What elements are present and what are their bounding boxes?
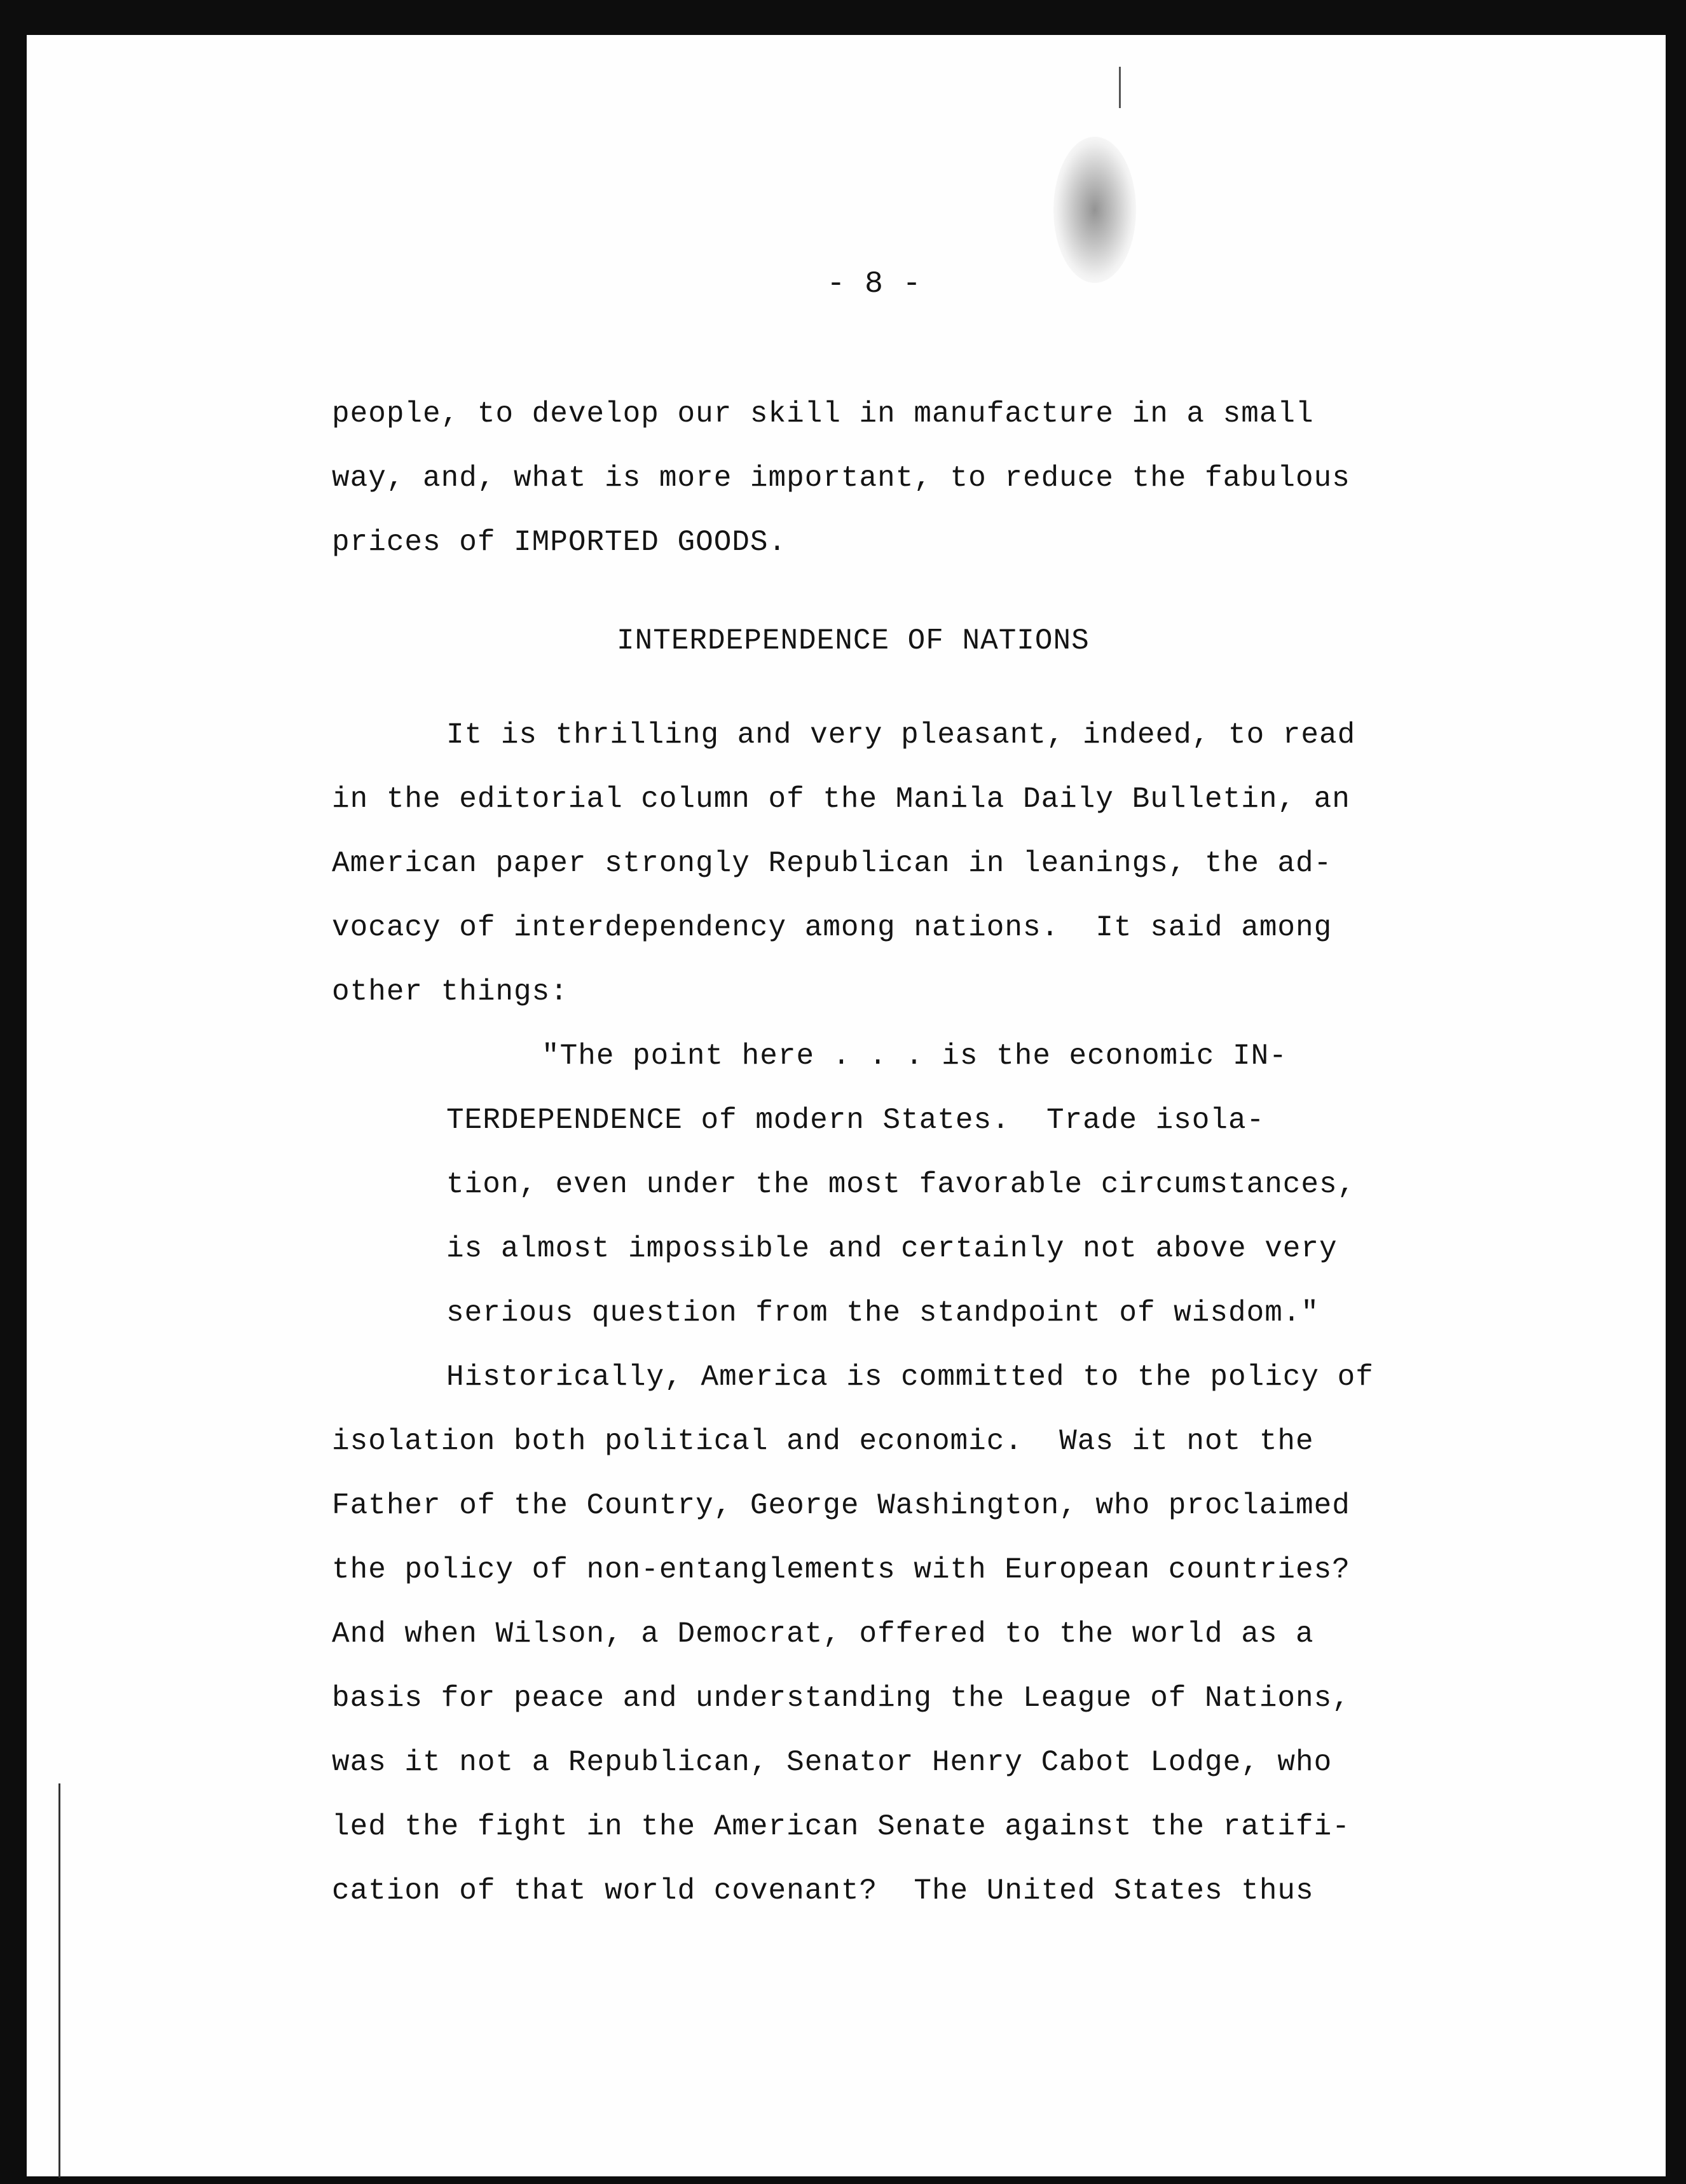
quote-line-1: "The point here . . . is the economic IN- [542, 1040, 1287, 1073]
paragraph-1-line-3: prices of IMPORTED GOODS. [332, 526, 787, 559]
paragraph-3-line-2: isolation both political and economic. Was it not the [332, 1425, 1314, 1458]
paragraph-2-line-3: American paper strongly Republican in leanings, the ad- [332, 847, 1333, 880]
paragraph-3-line-3: Father of the Country, George Washington, who proclaimed [332, 1489, 1350, 1522]
paragraph-3-line-8: led the fight in the American Senate against the ratifi- [332, 1810, 1350, 1843]
quote-line-5: serious question from the standpoint of wisdom." [446, 1296, 1320, 1329]
page-number: - 8 - [826, 267, 922, 301]
paragraph-3-line-9: cation of that world covenant? The United States thus [332, 1874, 1314, 1907]
paragraph-2-line-4: vocacy of interdependency among nations. It said among [332, 911, 1333, 944]
section-heading: INTERDEPENDENCE OF NATIONS [617, 624, 1090, 657]
paragraph-3-line-1: Historically, America is committed to the policy of [446, 1361, 1374, 1394]
quote-line-2: TERDEPENDENCE of modern States. Trade isola- [446, 1104, 1265, 1137]
paragraph-2-line-2: in the editorial column of the Manila Daily Bulletin, an [332, 783, 1350, 816]
quote-line-3: tion, even under the most favorable circumstances, [446, 1168, 1356, 1201]
paragraph-3-line-7: was it not a Republican, Senator Henry Cabot Lodge, who [332, 1746, 1333, 1779]
paragraph-2-line-1: It is thrilling and very pleasant, indeed, to read [446, 718, 1356, 752]
quote-line-4: is almost impossible and certainly not above very [446, 1232, 1338, 1265]
paragraph-1-line-2: way, and, what is more important, to reduce the fabulous [332, 462, 1350, 495]
paragraph-2-line-5: other things: [332, 975, 568, 1008]
ink-smudge [1053, 137, 1136, 283]
paragraph-3-line-5: And when Wilson, a Democrat, offered to the world as a [332, 1617, 1314, 1651]
margin-mark [1119, 67, 1121, 108]
paragraph-3-line-6: basis for peace and understanding the League of Nations, [332, 1682, 1350, 1715]
paragraph-3-line-4: the policy of non-entanglements with European countries? [332, 1553, 1350, 1586]
paragraph-1-line-1: people, to develop our skill in manufacture in a small [332, 397, 1314, 430]
page-edge-line [58, 1783, 60, 2178]
